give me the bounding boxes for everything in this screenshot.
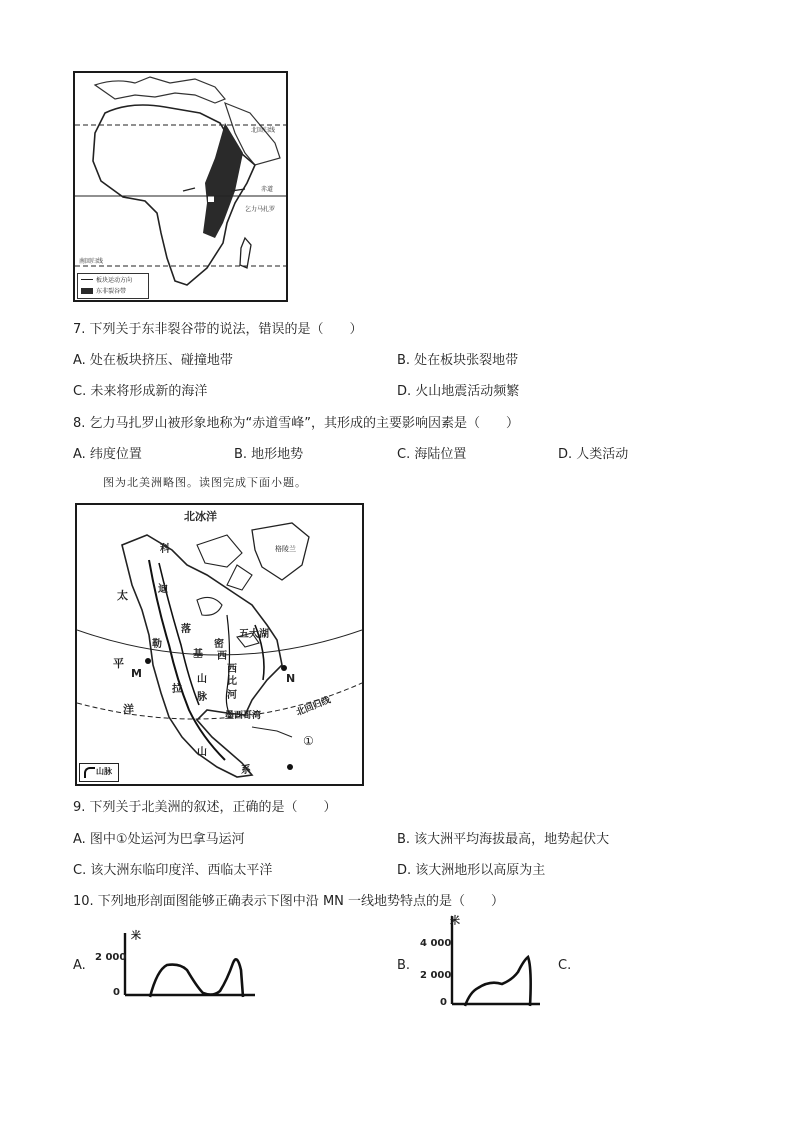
q8-option-b[interactable]: B. 地形地势 — [234, 447, 304, 462]
q9-stem: 9. 下列关于北美洲的叙述，正确的是（ ） — [73, 800, 337, 815]
mississippi-char-4: 比 — [227, 676, 237, 687]
m-point-label: M — [131, 667, 142, 680]
arctic-ocean-label: 北冰洋 — [184, 510, 217, 523]
profile-b-tick-2000: 2 000 — [420, 970, 452, 981]
q7-option-a[interactable]: A. 处在板块挤压、碰撞地带 — [73, 353, 233, 368]
arrow-icon — [81, 279, 93, 280]
profile-b-tick-4000: 4 000 — [420, 938, 452, 949]
q8-option-c[interactable]: C. 海陆位置 — [397, 447, 467, 462]
q7-option-d[interactable]: D. 火山地震活动频繁 — [397, 384, 520, 399]
rift-swatch-icon — [81, 288, 93, 294]
north-tropic-label: 北回归线 — [251, 127, 276, 134]
profile-b — [420, 912, 545, 1012]
q9-option-d[interactable]: D. 该大洲地形以高原为主 — [397, 863, 546, 878]
great-lakes-label: 五大湖 — [239, 629, 269, 640]
q8-option-a[interactable]: A. 纬度位置 — [73, 447, 142, 462]
rocky-char-1: 落 — [181, 624, 191, 635]
africa-map — [73, 71, 288, 302]
africa-map-drawing — [75, 73, 286, 300]
rocky-char-4: 脉 — [197, 692, 207, 703]
mississippi-char-3: 西 — [227, 664, 237, 675]
pacific-char-3: 洋 — [123, 703, 134, 716]
profile-a-unit: 米 — [131, 931, 141, 942]
rocky-char-2: 基 — [193, 649, 203, 660]
q10-option-a[interactable]: A. — [73, 958, 86, 973]
na-caption: 图为北美洲略图。读图完成下面小题。 — [103, 476, 307, 489]
system-char-2: 系 — [241, 765, 251, 776]
mountain-range-icon — [84, 767, 95, 778]
north-america-map — [75, 503, 364, 786]
q10-option-b[interactable]: B. — [397, 958, 411, 973]
plate-motion-legend: 板块运动方向 — [96, 277, 133, 284]
africa-legend — [77, 273, 149, 299]
cordillera-char-2: 迪 — [158, 584, 168, 595]
q10-stem: 10. 下列地形剖面图能够正确表示下图中沿 MN 一线地势特点的是（ ） — [73, 894, 505, 909]
cordillera-char-1: 科 — [160, 544, 170, 555]
profile-b-tick-0: 0 — [440, 997, 447, 1008]
pacific-char-2: 平 — [113, 657, 124, 670]
cordillera-char-3: 勒 — [152, 639, 162, 650]
profile-a — [95, 925, 260, 1005]
q7-option-c[interactable]: C. 未来将形成新的海洋 — [73, 384, 208, 399]
mississippi-char-1: 密 — [214, 639, 224, 650]
mississippi-char-5: 河 — [227, 690, 237, 701]
na-legend-label: 山脉 — [96, 767, 112, 776]
q9-option-c[interactable]: C. 该大洲东临印度洋、西临太平洋 — [73, 863, 273, 878]
profile-b-drawing — [420, 912, 545, 1012]
equator-label: 赤道 — [261, 186, 274, 193]
q9-option-b[interactable]: B. 该大洲平均海拔最高，地势起伏大 — [397, 832, 610, 847]
q8-stem: 8. 乞力马扎罗山被形象地称为“赤道雪峰”，其形成的主要影响因素是（ ） — [73, 416, 520, 431]
q8-option-d[interactable]: D. 人类活动 — [558, 447, 629, 462]
profile-a-tick-0: 0 — [113, 987, 120, 998]
profile-b-unit: 米 — [450, 916, 460, 927]
tropic-label: 北回归线 — [295, 695, 333, 719]
rocky-char-3: 山 — [197, 674, 207, 685]
q9-option-a[interactable]: A. 图中①处运河为巴拿马运河 — [73, 832, 245, 847]
q10-option-c[interactable]: C. — [558, 958, 572, 973]
q7-stem: 7. 下列关于东非裂谷带的说法，错误的是（ ） — [73, 322, 363, 337]
greenland-label: 格陵兰 — [275, 545, 296, 553]
pacific-char-1: 太 — [117, 589, 128, 602]
gulf-label: 墨西哥湾 — [225, 711, 262, 721]
system-char-1: 山 — [197, 747, 207, 758]
mississippi-char-2: 西 — [217, 651, 227, 662]
cordillera-char-4: 拉 — [172, 684, 182, 695]
canal-marker: ① — [303, 734, 314, 748]
profile-a-tick-2000: 2 000 — [95, 952, 127, 963]
na-legend — [79, 763, 119, 782]
n-point-label: N — [286, 672, 296, 685]
kilimanjaro-label: 乞力马扎罗 — [245, 206, 276, 213]
rift-zone-legend: 东非裂谷带 — [96, 288, 127, 295]
q7-option-b[interactable]: B. 处在板块张裂地带 — [397, 353, 519, 368]
south-tropic-label: 南回归线 — [79, 258, 104, 265]
